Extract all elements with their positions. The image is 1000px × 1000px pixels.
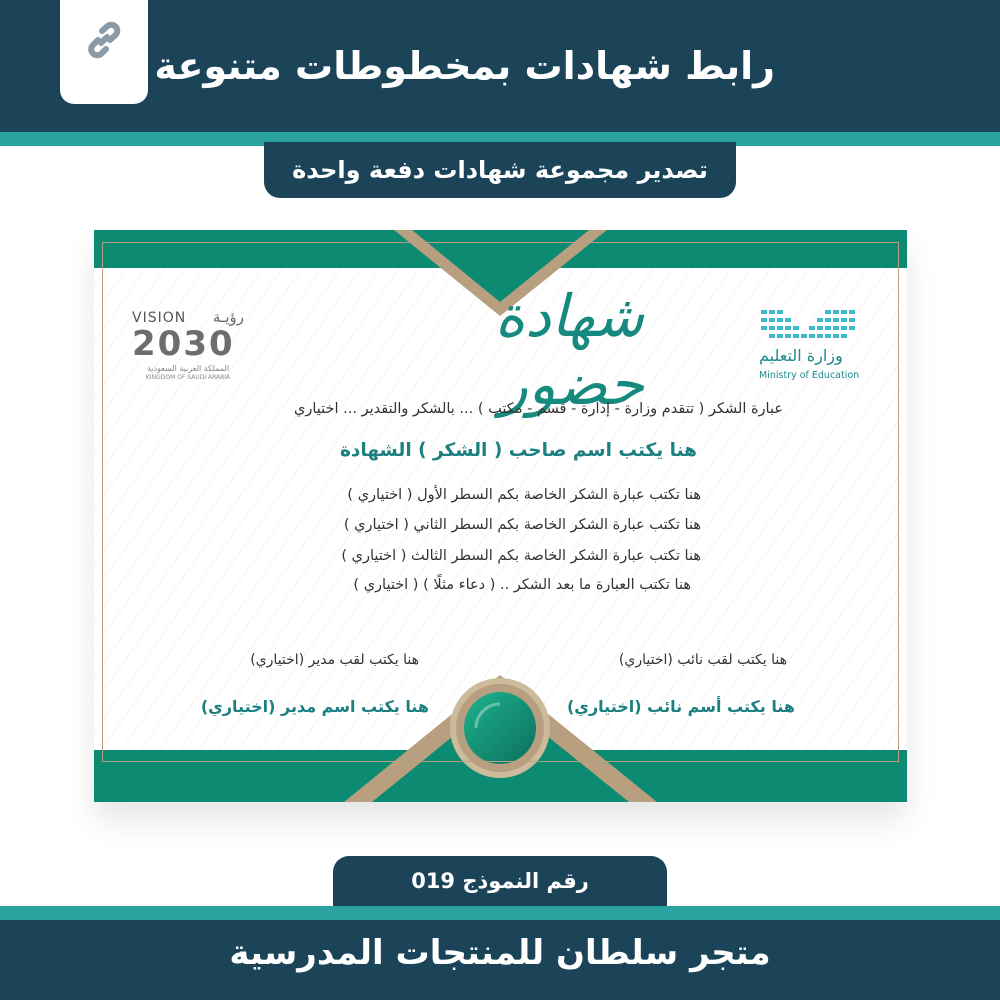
manager-title: هنا يكتب لقب مدير (اختياري) bbox=[250, 652, 419, 668]
ministry-name-english: Ministry of Education bbox=[759, 370, 860, 381]
vision-country-arabic: المملكة العربية السعودية bbox=[146, 364, 230, 373]
ministry-name-arabic: وزارة التعليم bbox=[759, 346, 843, 365]
body-line-1: هنا تكتب عبارة الشكر الخاصة بكم السطر الأول ( اختياري ) bbox=[347, 487, 701, 503]
vision-word: VISION bbox=[132, 310, 187, 326]
body-line-4: هنا تكتب العبارة ما بعد الشكر .. ( دعاء مثلًا ) ( اختياري ) bbox=[353, 577, 691, 593]
deputy-title: هنا يكتب لقب نائب (اختياري) bbox=[618, 652, 787, 668]
link-badge[interactable] bbox=[60, 0, 148, 104]
link-icon bbox=[82, 18, 126, 62]
manager-name: هنا يكتب اسم مدير (اختياري) bbox=[200, 697, 429, 716]
ministry-emblem-icon bbox=[759, 308, 859, 342]
subtitle-pill: تصدير مجموعة شهادات دفعة واحدة bbox=[264, 142, 736, 198]
recipient-name: هنا يكتب اسم صاحب ( الشكر ) الشهادة bbox=[339, 440, 697, 461]
vision-country-english: KINGDOM OF SAUDI ARABIA bbox=[145, 374, 231, 381]
ministry-of-education-logo bbox=[759, 308, 869, 386]
page-title: رابط شهادات بمخطوطات متنوعة bbox=[154, 44, 775, 88]
store-name: متجر سلطان للمنتجات المدرسية bbox=[229, 933, 771, 973]
vision-number: 2030 bbox=[132, 324, 235, 364]
vision-2030-logo bbox=[132, 310, 244, 380]
vision-arabic-word: رؤيـة bbox=[212, 308, 244, 326]
intro-line: عبارة الشكر ( تتقدم وزارة - إدارة - قسم - مكتب ) ... بالشكر والتقدير ... اختياري bbox=[294, 401, 783, 417]
bottom-accent-stripe bbox=[0, 906, 1000, 920]
certificate-title: شهادة حضور bbox=[494, 282, 644, 418]
model-number-pill: رقم النموذج 019 bbox=[333, 856, 667, 906]
body-line-3: هنا تكتب عبارة الشكر الخاصة بكم السطر الثالث ( اختياري ) bbox=[341, 548, 701, 564]
body-line-2: هنا تكتب عبارة الشكر الخاصة بكم السطر الثاني ( اختياري ) bbox=[343, 517, 701, 533]
deputy-name: هنا يكتب أسم نائب (اختياري) bbox=[566, 697, 795, 716]
certificate bbox=[94, 230, 907, 802]
